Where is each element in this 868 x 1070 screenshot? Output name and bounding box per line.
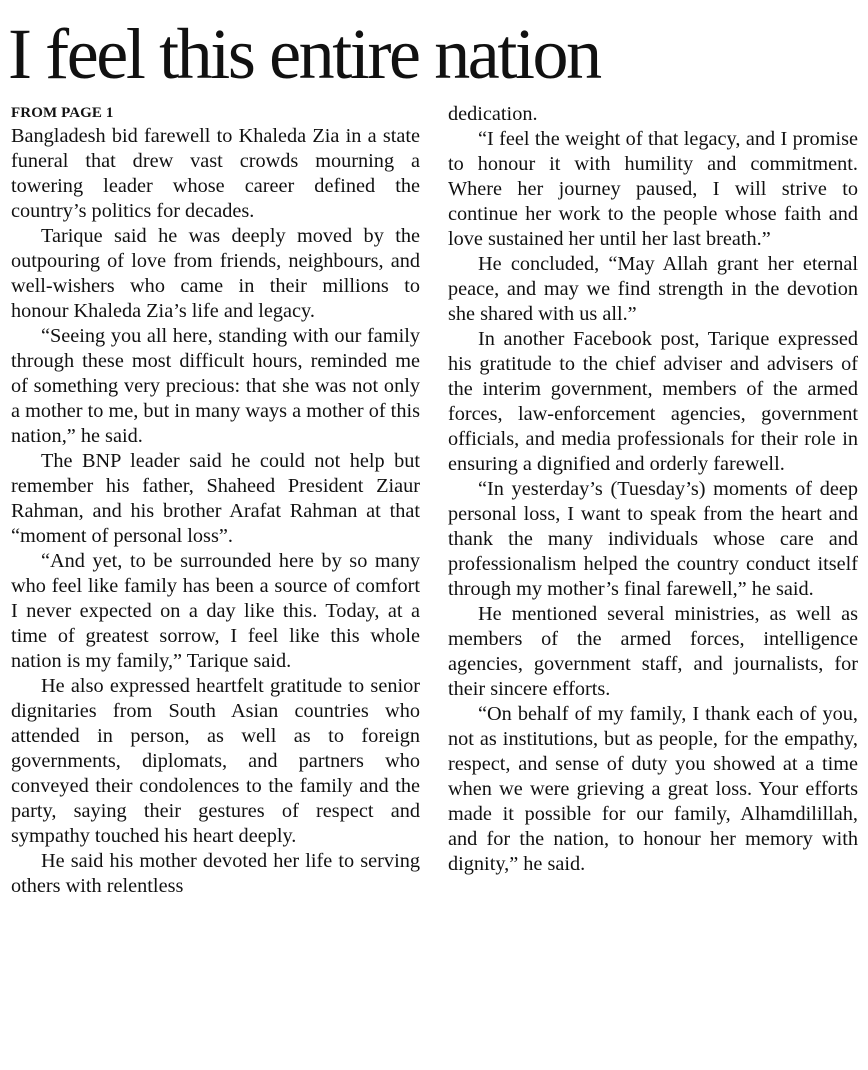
article-paragraph: “In yesterday’s (Tuesday’s) moments of deep personal loss, I want to speak from the heart and thank the many individuals whose care and professionalism helped the country conduct itself through my mother’s final farewell,” he said.: [448, 478, 858, 600]
article-column-right: [448, 102, 858, 877]
article-paragraph: “On behalf of my family, I thank each of you, not as institutions, but as people, for the empathy, respect, and sense of duty you showed at a time when we were grieving a great loss. Your efforts made it possible for our family, Alhamdilillah, and for the nation, to honour her memory with dignity,” he said.: [448, 703, 858, 875]
article-paragraph: Bangladesh bid farewell to Khaleda Zia in a state funeral that drew vast crowds mourning a towering leader whose career defined the country’s politics for decades.: [11, 125, 420, 222]
kicker-from-page: FROM PAGE 1: [11, 105, 114, 121]
article-paragraph: He said his mother devoted her life to serving others with relentless: [11, 850, 420, 897]
article-column-left: [11, 102, 420, 899]
article-paragraph: He concluded, “May Allah grant her eternal peace, and may we find strength in the devotion she shared with us all.”: [448, 253, 858, 325]
article-paragraph: Tarique said he was deeply moved by the outpouring of love from friends, neighbours, and well-wishers who came in their millions to honour Khaleda Zia’s life and legacy.: [11, 225, 420, 322]
article-paragraph: He mentioned several ministries, as well as members of the armed forces, intelligence agencies, government staff, and journalists, for their sincere efforts.: [448, 603, 858, 700]
article-paragraph: “I feel the weight of that legacy, and I promise to honour it with humility and commitment. Where her journey paused, I will strive to continue her work to the people whose faith and love sustained her until her last breath.”: [448, 128, 858, 250]
article-paragraph: “And yet, to be surrounded here by so many who feel like family has been a source of comfort I never expected on a day like this. Today, at a time of greatest sorrow, I feel like this whole nation is my family,” Tarique said.: [11, 550, 420, 672]
headline: I feel this entire nation: [8, 14, 600, 94]
article-paragraph: “Seeing you all here, standing with our family through these most difficult hours, reminded me of something very precious: that she was not only a mother to me, but in many ways a mother of this nation,” he said.: [11, 325, 420, 447]
article-paragraph-continued: dedication.: [448, 103, 538, 125]
article-paragraph: In another Facebook post, Tarique expressed his gratitude to the chief adviser and advisers of the interim government, members of the armed forces, law-enforcement agencies, government officials, and media professionals for their role in ensuring a dignified and orderly farewell.: [448, 328, 858, 475]
article-paragraph: The BNP leader said he could not help but remember his father, Shaheed President Ziaur Rahman, and his brother Arafat Rahman at that “moment of personal loss”.: [11, 450, 420, 547]
article-paragraph: He also expressed heartfelt gratitude to senior dignitaries from South Asian countries who attended in person, as well as to foreign governments, diplomats, and partners who conveyed their condolences to the family and the party, saying their gestures of respect and sympathy touched his heart deeply.: [11, 675, 420, 847]
